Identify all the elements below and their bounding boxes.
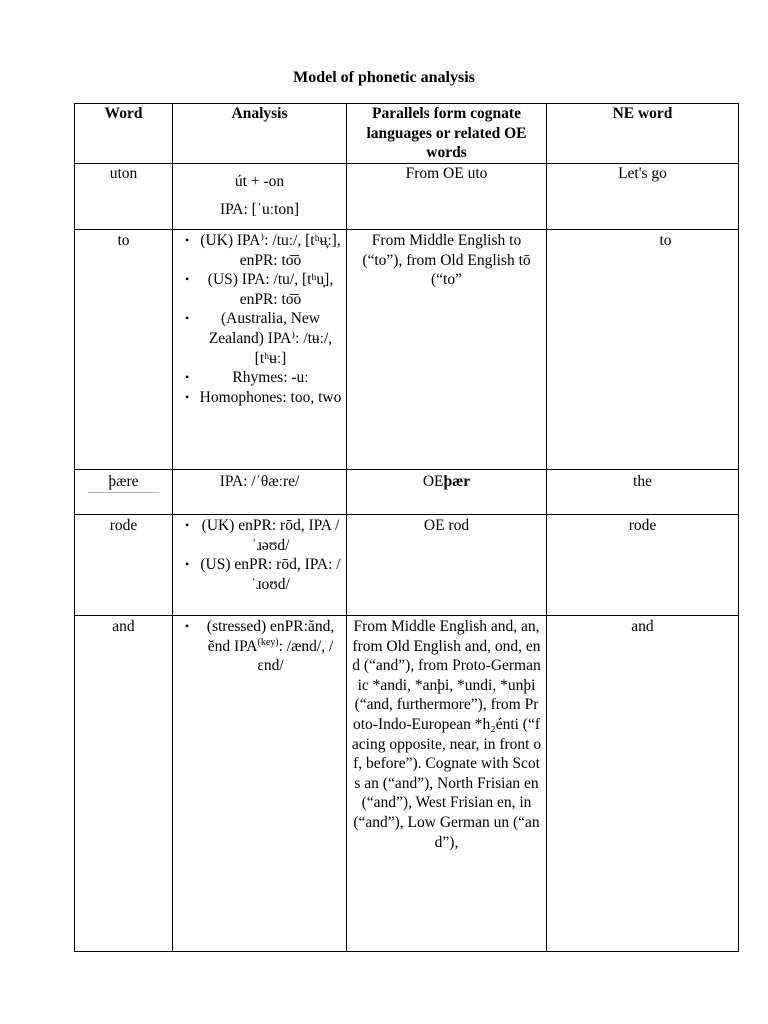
word-text: þære	[88, 472, 158, 493]
pronunciation-list	[177, 617, 342, 676]
header-row	[75, 104, 739, 164]
list-item: • Rhymes: -uː	[185, 368, 342, 388]
phonetic-analysis-table	[74, 103, 739, 952]
analysis-cell	[173, 230, 347, 470]
list-item: • Homophones: too, two	[185, 388, 342, 408]
analysis-tail: : /ænd/, /ɛnd/	[257, 637, 334, 675]
header-parallels: Parallels form cognate languages or related OE words	[347, 104, 547, 164]
analysis-cell	[173, 515, 347, 616]
table-row	[75, 515, 739, 616]
analysis-cell: IPA: /ˈθæːre/	[173, 470, 347, 515]
parallels-prefix: OE	[422, 473, 444, 490]
list-item: • (Australia, New Zealand) IPA⁾: /tʉː/, [tʰʉː]	[185, 309, 342, 368]
word-cell: uton	[75, 164, 173, 230]
word-cell: to	[75, 230, 173, 470]
word-cell	[75, 470, 173, 515]
parallels-cell: From Middle English and, an, from Old English and, ond, end (“and”), from Proto-Germanic *andi, *anþi, *undi, *unþi (“and, furthermore”), from Proto-Indo-European *h₂énti (“facing opposite, near, in front of, before”). Cognate with Scots an (“and”), North Frisian en (“and”), West Frisian en, in (“and”), Low German un (“and”),	[347, 616, 547, 952]
parallels-cell: OE rod	[347, 515, 547, 616]
parallels-bold: þær	[443, 473, 471, 490]
ne-word-cell: and	[547, 616, 739, 952]
parallels-cell	[347, 470, 547, 515]
analysis-line: út + -on	[234, 173, 285, 190]
analysis-text: (stressed) enPR:ănd, ĕnd IPA	[206, 618, 335, 655]
key-superscript: (key)	[257, 636, 279, 648]
parallels-cell: From Middle English to (“to”), from Old English tō (“to”	[347, 230, 547, 470]
pronunciation-list	[177, 231, 342, 407]
header-analysis: Analysis	[173, 104, 347, 164]
ne-word-cell: to	[547, 230, 739, 470]
document-title: Model of phonetic analysis	[293, 69, 475, 86]
parallels-cell: From OE uto	[347, 164, 547, 230]
ne-word-cell: rode	[547, 515, 739, 616]
list-item: • (UK) IPA⁾: /tuː/, [tʰʉ̞ː], enPR: to͞o	[185, 231, 342, 270]
word-cell: and	[75, 616, 173, 952]
table-row	[75, 164, 739, 230]
table-row	[75, 616, 739, 952]
list-item: • (US) IPA: /tu/, [tʰu̟], enPR: to͞o	[185, 270, 342, 309]
analysis-line: IPA: [ˈuːton]	[219, 200, 300, 218]
list-item: • (UK) enPR: rōd, IPA /ˈɹəʊd/	[185, 516, 342, 555]
header-ne-word: NE word	[547, 104, 739, 164]
table-row	[75, 230, 739, 470]
ne-word-cell: Let's go	[547, 164, 739, 230]
pronunciation-list	[177, 516, 342, 594]
word-cell: rode	[75, 515, 173, 616]
ne-word-cell: the	[547, 470, 739, 515]
list-item: • (US) enPR: rōd, IPA: /ˈɹoʊd/	[185, 555, 342, 594]
list-item	[185, 617, 342, 676]
table-row	[75, 470, 739, 515]
header-word: Word	[75, 104, 173, 164]
analysis-cell	[173, 616, 347, 952]
analysis-cell	[173, 164, 347, 230]
